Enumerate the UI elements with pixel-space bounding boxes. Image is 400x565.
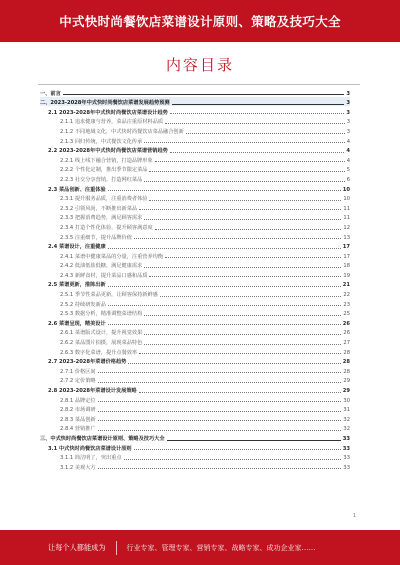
toc-entry-page: 4 [346, 138, 350, 145]
toc-entry[interactable] [40, 394, 350, 404]
toc-entry-text: 2.4.2 低油低盐低糖，满足健康需求 [60, 263, 143, 270]
toc-entry-page: 22 [343, 292, 350, 299]
toc-leader-dots [63, 92, 345, 95]
toc-entry-text: 2.2.1 线上线下融合营销，打造品牌形象 [60, 157, 153, 164]
toc-entry[interactable] [40, 269, 350, 279]
toc-entry[interactable] [40, 308, 350, 318]
toc-entry-page: 30 [343, 397, 350, 404]
toc-entry-page: 10 [342, 186, 350, 193]
toc-entry[interactable] [40, 432, 350, 442]
toc-entry[interactable] [40, 260, 350, 270]
toc-leader-dots [144, 265, 341, 268]
toc-entry-text: 2.6.1 菜谱版式设计，提升视觉效果 [60, 330, 143, 337]
toc-entry-text: 2.7.2 定价策略 [60, 378, 96, 385]
toc-entry-page: 26 [343, 330, 350, 337]
toc-entry[interactable] [40, 164, 350, 174]
toc-entry[interactable] [40, 97, 350, 107]
toc-heading: 内容目录 [165, 56, 234, 74]
toc-entry-text: 2.7.1 价格区间 [60, 368, 96, 375]
toc-leader-dots [144, 313, 341, 316]
toc-entry-page: 18 [343, 263, 350, 270]
toc-entry-page: 25 [343, 311, 350, 318]
toc-entry[interactable] [40, 154, 350, 164]
toc-entry[interactable] [40, 135, 350, 145]
toc-entry[interactable] [40, 356, 350, 366]
toc-entry[interactable] [40, 87, 350, 97]
toc-leader-dots [149, 274, 341, 277]
toc-entry-text: 2.6 菜谱呈现，精美设计 [48, 320, 106, 327]
toc-entry-page: 10 [343, 196, 350, 203]
toc-entry-text: 2.5 菜谱更新，推陈出新 [48, 282, 106, 289]
toc-entry-text: 2.1.3 回归传统，中式餐饮文化传承 [60, 138, 143, 145]
footer-roles: 行业专家、管理专家、营销专家、战略专家、成功企业家…… [126, 543, 316, 552]
toc-entry-text: 2.1 2023-2028年中式快时尚餐饮店菜谱设计趋势 [48, 109, 168, 116]
toc-leader-dots [124, 457, 342, 460]
toc-entry-page: 32 [343, 426, 350, 433]
toc-leader-dots [144, 179, 344, 182]
toc-entry-text: 2.5.2 持续研发新品 [60, 301, 106, 308]
toc-entry-text: 3.1.2 美观大方 [60, 464, 96, 471]
toc-leader-dots [165, 121, 345, 124]
toc-entry[interactable] [40, 173, 350, 183]
toc-entry-text: 2.1.2 不同地域文化，中式快时尚餐饮店菜品融合创新 [60, 128, 184, 135]
toc-entry-text: 2.1.1 追求健康与营养，菜品注重原材料品质 [60, 119, 164, 126]
toc-leader-dots [98, 418, 342, 421]
toc-entry-text: 2.8.2 市场调研 [60, 407, 96, 414]
toc-entry-page: 11 [343, 215, 350, 222]
toc-entry[interactable] [40, 288, 350, 298]
toc-entry-page: 17 [343, 253, 350, 260]
toc-entry[interactable] [40, 442, 350, 452]
toc-entry-page: 28 [342, 359, 350, 366]
toc-leader-dots [108, 246, 341, 249]
toc-leader-dots [128, 361, 340, 364]
toc-entry[interactable] [40, 116, 350, 126]
toc-entry-text: 2.3.1 提升服务品质，注重消费者体验 [60, 196, 148, 203]
toc-entry-text: 2.2 2023-2028年中式快时尚餐饮店菜谱营销趋势 [48, 148, 168, 155]
toc-entry[interactable] [40, 375, 350, 385]
toc-entry-text: 2.8 2023-2028年菜谱设计发展策略 [48, 388, 137, 394]
toc-entry[interactable] [40, 346, 350, 356]
toc-entry-text: 2.3.4 打造个性化体验，提升顾客满意度 [60, 224, 153, 231]
toc-entry-text: 2.3.2 引领风尚，不断推出新菜品 [60, 205, 138, 212]
toc-leader-dots [139, 351, 341, 354]
toc-entry-page: 3 [346, 100, 350, 107]
toc-top-rule [38, 84, 360, 85]
toc-entry-text: 三、中式快时尚餐饮店菜谱设计原则、策略及技巧大全 [40, 435, 165, 442]
toc-entry-page: 32 [343, 416, 350, 423]
toc-entry-text: 2.8.4 营销推广 [60, 426, 96, 433]
footer-divider [116, 541, 117, 555]
toc-entry[interactable] [40, 145, 350, 155]
toc-leader-dots [155, 159, 345, 162]
toc-leader-dots [108, 322, 341, 325]
toc-leader-dots [144, 332, 341, 335]
toc-entry[interactable] [40, 327, 350, 337]
toc-entry[interactable] [40, 413, 350, 423]
toc-leader-dots [98, 409, 342, 412]
toc-entry-text: 2.7 2023-2028年菜谱价格趋势 [48, 359, 127, 366]
toc-leader-dots [155, 227, 342, 230]
toc-entry[interactable] [40, 298, 350, 308]
toc-entry-page: 28 [343, 368, 350, 375]
toc-entry[interactable] [40, 125, 350, 135]
toc-entry-page: 4 [346, 157, 350, 164]
toc-entry-page: 27 [343, 340, 350, 347]
toc-entry[interactable] [40, 183, 350, 193]
toc-entry[interactable] [40, 221, 350, 231]
toc-entry[interactable] [40, 317, 350, 327]
toc-entry[interactable] [40, 193, 350, 203]
toc-leader-dots [144, 342, 341, 345]
toc-entry-page: 11 [343, 205, 350, 212]
toc-entry-text: 2.8.3 菜品创新 [60, 416, 96, 423]
toc-leader-dots [160, 294, 342, 297]
toc-entry-text: 2.2.2 个性化定制，推出季节限定菜品 [60, 167, 148, 174]
toc-entry-page: 4 [346, 148, 350, 155]
toc-entry-text: 二、2023-2028年中式快时尚餐饮店菜谱发展趋势预测 [40, 100, 170, 107]
toc-entry-text: 2.6.3 数字化菜谱，提升点餐效率 [60, 349, 138, 356]
toc-leader-dots [98, 380, 342, 383]
toc-entry-page: 29 [343, 378, 350, 385]
toc-leader-dots [149, 198, 341, 201]
toc-entry-page: 3 [346, 109, 350, 116]
toc-entry-text: 一、前言 [40, 90, 61, 97]
toc-entry-page: 26 [342, 320, 350, 327]
toc-entry-text: 2.4 菜谱设计，注重健康 [48, 244, 106, 251]
toc-entry-page: 23 [343, 301, 350, 308]
toc-leader-dots [98, 399, 342, 402]
toc-leader-dots [165, 255, 341, 258]
toc-entry-text: 2.3 菜品创新、注重体验 [48, 186, 106, 193]
toc-entry-text: 2.3.5 注重细节，提升品牌价值 [60, 234, 132, 241]
toc-entry-text: 2.2.3 社交分享营销，打造网红菜品 [60, 176, 143, 183]
toc-entry-text: 2.8.1 品牌定位 [60, 397, 96, 404]
toc-entry-text: 3.1.1 简洁明了，突出重点 [60, 455, 122, 462]
toc-entry[interactable] [40, 384, 350, 394]
toc-entry[interactable] [40, 461, 350, 471]
toc-leader-dots [170, 111, 345, 114]
toc-leader-dots [144, 217, 341, 220]
toc-entry[interactable] [40, 365, 350, 375]
footer-slogan: 让每个人都能成为 [48, 542, 106, 552]
toc-leader-dots [108, 284, 341, 287]
toc-entry-page: 21 [342, 282, 350, 289]
toc-leader-dots [149, 169, 344, 172]
toc-entry[interactable] [40, 423, 350, 433]
toc-entry-page: 28 [343, 349, 350, 356]
toc-leader-dots [139, 390, 341, 393]
toc-entry[interactable] [40, 231, 350, 241]
toc-leader-dots [144, 140, 344, 143]
toc-leader-dots [172, 102, 345, 105]
document-title: 中式快时尚餐饮店菜谱设计原则、策略及技巧大全 [59, 14, 341, 29]
toc-leader-dots [167, 438, 341, 441]
toc-entry[interactable] [40, 202, 350, 212]
toc-entry-page: 33 [343, 455, 350, 462]
toc-leader-dots [108, 188, 341, 191]
toc-entry-page: 12 [343, 224, 350, 231]
toc-entry-page: 5 [346, 167, 350, 174]
document-footer-banner [0, 530, 400, 565]
toc-entry-text: 2.6.2 菜品图片拍摄，展现菜品特色 [60, 340, 143, 347]
toc-entry[interactable] [40, 241, 350, 251]
toc-entry-page: 33 [343, 464, 350, 471]
toc-entry-page: 3 [346, 90, 350, 97]
toc-leader-dots [170, 150, 345, 153]
toc-leader-dots [134, 447, 341, 450]
toc-entry[interactable] [40, 279, 350, 289]
toc-entry-text: 2.4.3 新鲜食材，提升菜品口感和品质 [60, 272, 148, 279]
toc-entry-text: 2.5.3 数据分析，精准调整菜谱结构 [60, 311, 143, 318]
toc-entry-page: 6 [346, 176, 350, 183]
toc-entry-text: 3.1 中式快时尚餐饮店菜谱设计原则 [48, 445, 132, 452]
toc-entry-page: 33 [342, 445, 350, 452]
toc-leader-dots [98, 466, 342, 469]
toc-leader-dots [186, 131, 345, 134]
toc-leader-dots [134, 236, 341, 239]
toc-leader-dots [108, 303, 341, 306]
toc-entry-page: 3 [346, 128, 350, 135]
toc-leader-dots [98, 370, 342, 373]
toc-entry-text: 2.4.1 菜谱中健康菜品的分量，注重营养均衡 [60, 253, 164, 260]
toc-entry-page: 19 [343, 272, 350, 279]
toc-entry[interactable] [40, 106, 350, 116]
page-number: 1 [352, 513, 356, 519]
toc-entry-page: 3 [346, 119, 350, 126]
toc-entry-text: 2.3.3 把握消费趋势，满足顾客需求 [60, 215, 143, 222]
document-header-banner [0, 0, 400, 42]
toc-entry-page: 29 [342, 388, 350, 394]
toc-leader-dots [98, 428, 342, 431]
toc-entry[interactable] [40, 212, 350, 222]
table-of-contents [40, 87, 350, 471]
toc-entry[interactable] [40, 404, 350, 414]
toc-leader-dots [139, 207, 341, 210]
toc-entry-text: 2.5.1 季节性菜品更新，让顾客保持新鲜感 [60, 292, 158, 299]
toc-entry[interactable] [40, 250, 350, 260]
toc-entry-page: 33 [342, 435, 350, 442]
toc-entry[interactable] [40, 452, 350, 462]
toc-entry-page: 13 [343, 234, 350, 241]
toc-entry[interactable] [40, 336, 350, 346]
toc-entry-page: 17 [342, 244, 350, 251]
toc-entry-page: 31 [343, 407, 350, 414]
